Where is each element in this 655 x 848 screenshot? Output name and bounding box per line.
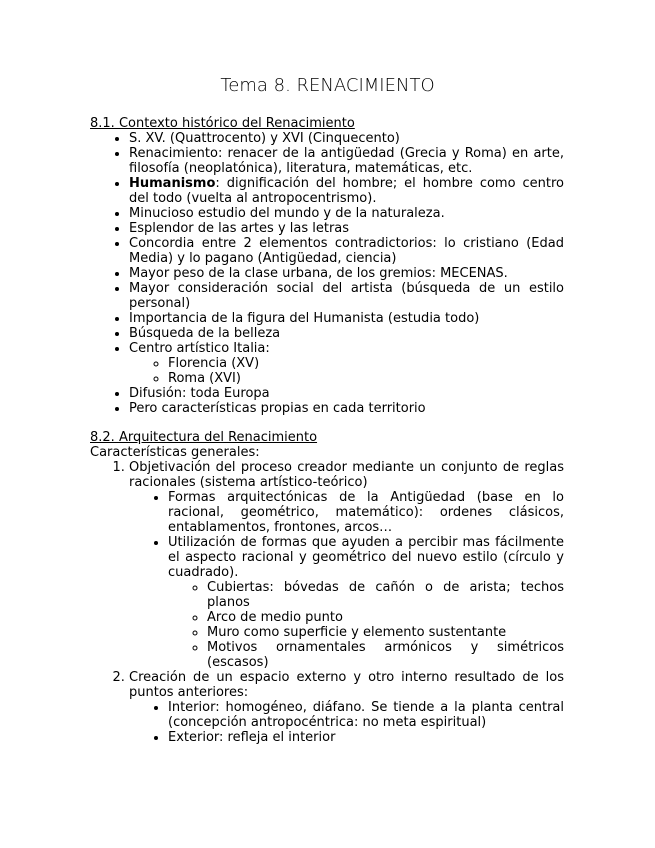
- list-item: • Mayor peso de la clase urbana, de los gremios: MECENAS.: [129, 266, 564, 281]
- section-heading-architecture: 8.2. Arquitectura del Renacimiento: [90, 430, 318, 445]
- bullet-item-text: Utilización de formas que ayuden a percibir mas fácilmente el aspecto racional y geométrico del nuevo estilo (círculo y cuadrado).: [168, 535, 564, 580]
- numbered-item: [129, 670, 564, 745]
- list-item: • Concordia entre 2 elementos contradictorios: lo cristiano (Edad Media) y lo pagano (Antigüedad, ciencia): [129, 236, 564, 266]
- sublist-item: ◦ Muro como superficie y elemento sustentante: [207, 625, 564, 640]
- numbered-item-text: Objetivación del proceso creador mediante un conjunto de reglas racionales (sistema artístico-teórico): [129, 460, 564, 490]
- bullet-item: [168, 535, 564, 670]
- sublist-item: ◦ Cubiertas: bóvedas de cañón o de arista; techos planos: [207, 580, 564, 610]
- list-item: • Minucioso estudio del mundo y de la naturaleza.: [129, 206, 564, 221]
- sublist-item: ◦ Motivos ornamentales armónicos y simétricos (escasos): [207, 640, 564, 670]
- document-body: [90, 116, 564, 745]
- section-heading-context: 8.1. Contexto histórico del Renacimiento: [90, 116, 355, 131]
- list-item: [129, 176, 564, 206]
- sublist-item: ◦ Arco de medio punto: [207, 610, 564, 625]
- list-item-italia: [129, 341, 564, 386]
- numbered-item-text: Creación de un espacio externo y otro interno resultado de los puntos anteriores:: [129, 670, 564, 700]
- list-item-label: Centro artístico Italia:: [129, 341, 270, 356]
- list-item: • Pero características propias en cada territorio: [129, 401, 564, 416]
- sublist-item: ◦ Roma (XVI): [168, 371, 564, 386]
- point2-bullets: [129, 700, 564, 745]
- list-item: • Difusión: toda Europa: [129, 386, 564, 401]
- numbered-item: [129, 460, 564, 670]
- humanismo-term: Humanismo: [129, 176, 216, 191]
- forms-sublist: [168, 580, 564, 670]
- italia-sublist: [129, 356, 564, 386]
- characteristics-intro: Características generales:: [90, 445, 260, 460]
- list-item: • S. XV. (Quattrocento) y XVI (Cinquecento): [129, 131, 564, 146]
- page-title: Tema 8. RENACIMIENTO: [220, 75, 435, 96]
- bullet-item: • Exterior: refleja el interior: [168, 730, 564, 745]
- list-item: • Esplendor de las artes y las letras: [129, 221, 564, 236]
- bullet-item: • Interior: homogéneo, diáfano. Se tiende a la planta central (concepción antropocéntrica: no meta espiritual): [168, 700, 564, 730]
- list-item: • Importancia de la figura del Humanista (estudia todo): [129, 311, 564, 326]
- context-list: [90, 131, 564, 416]
- architecture-numbered-list: [90, 460, 564, 745]
- section-spacer: [90, 416, 564, 430]
- bullet-item: • Formas arquitectónicas de la Antigüedad (base en lo racional, geométrico, matemático): ordenes clásicos, entablamentos, frontones, arcos…: [168, 490, 564, 535]
- humanismo-definition: : dignificación del hombre; el hombre como centro del todo (vuelta al antropocentrismo).: [129, 176, 564, 206]
- list-item: • Búsqueda de la belleza: [129, 326, 564, 341]
- sublist-item: ◦ Florencia (XV): [168, 356, 564, 371]
- list-item: • Renacimiento: renacer de la antigüedad (Grecia y Roma) en arte, filosofía (neoplatónica), literatura, matemáticas, etc.: [129, 146, 564, 176]
- point1-bullets: [129, 490, 564, 670]
- list-item: • Mayor consideración social del artista (búsqueda de un estilo personal): [129, 281, 564, 311]
